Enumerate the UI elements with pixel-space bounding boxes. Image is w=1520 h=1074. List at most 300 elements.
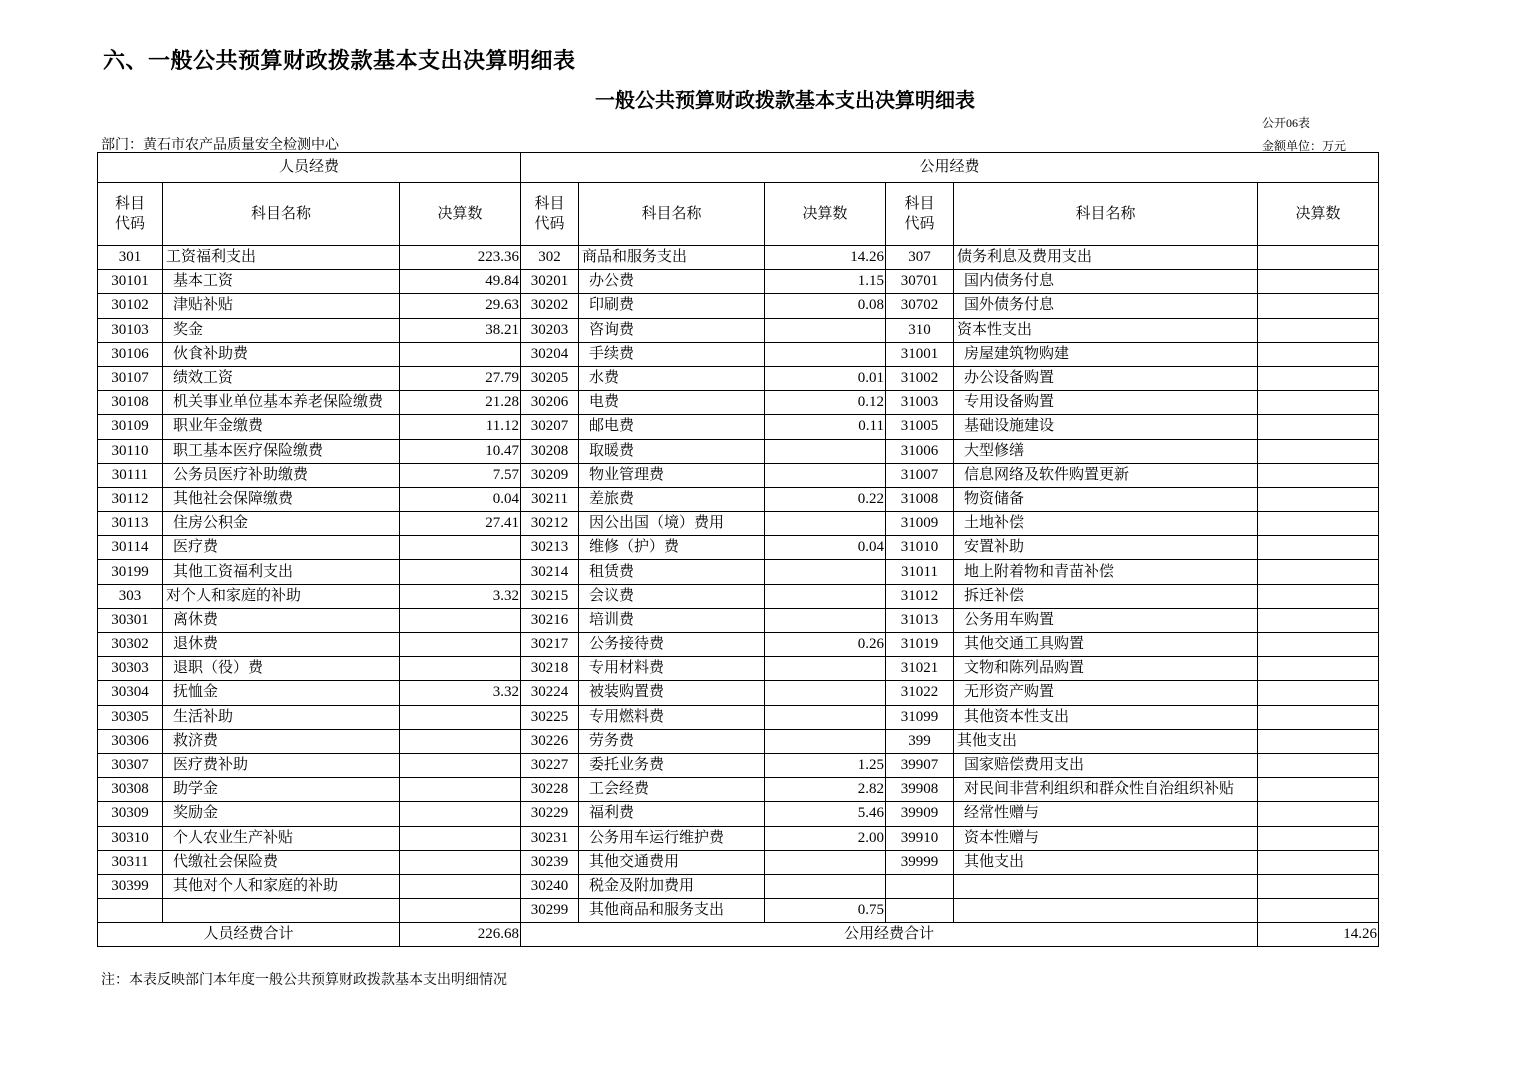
code-cell: 31021 bbox=[886, 657, 954, 681]
amount-cell bbox=[400, 874, 521, 898]
code-cell: 31003 bbox=[886, 391, 954, 415]
amount-cell bbox=[400, 536, 521, 560]
amount-cell: 0.75 bbox=[765, 899, 886, 923]
name-cell: 奖金 bbox=[163, 318, 400, 342]
header-name: 科目名称 bbox=[579, 183, 765, 246]
amount-cell: 10.47 bbox=[400, 439, 521, 463]
table-row bbox=[98, 657, 1379, 681]
amount-cell bbox=[1258, 681, 1379, 705]
amount-cell: 5.46 bbox=[765, 802, 886, 826]
code-cell: 31010 bbox=[886, 536, 954, 560]
name-cell: 其他商品和服务支出 bbox=[579, 899, 765, 923]
name-cell: 医疗费补助 bbox=[163, 753, 400, 777]
name-cell: 资本性赠与 bbox=[954, 826, 1258, 850]
code-cell: 30224 bbox=[521, 681, 579, 705]
table-row bbox=[98, 294, 1379, 318]
code-cell: 30112 bbox=[98, 487, 163, 511]
header-amount: 决算数 bbox=[765, 183, 886, 246]
public-total-label: 公用经费合计 bbox=[521, 923, 1258, 947]
amount-cell bbox=[765, 657, 886, 681]
department-label: 部门：黄石市农产品质量安全检测中心 bbox=[101, 138, 339, 153]
table-row bbox=[98, 899, 1379, 923]
code-cell: 30199 bbox=[98, 560, 163, 584]
expenditure-table bbox=[97, 152, 1379, 947]
code-cell: 30101 bbox=[98, 270, 163, 294]
amount-cell bbox=[765, 342, 886, 366]
name-cell: 绩效工资 bbox=[163, 366, 400, 390]
code-cell: 30204 bbox=[521, 342, 579, 366]
code-cell: 31012 bbox=[886, 584, 954, 608]
code-cell: 30103 bbox=[98, 318, 163, 342]
amount-cell bbox=[1258, 584, 1379, 608]
code-cell: 31022 bbox=[886, 681, 954, 705]
name-cell: 差旅费 bbox=[579, 487, 765, 511]
table-row bbox=[98, 584, 1379, 608]
code-cell: 30701 bbox=[886, 270, 954, 294]
amount-cell: 3.32 bbox=[400, 681, 521, 705]
amount-cell: 27.79 bbox=[400, 366, 521, 390]
table-row bbox=[98, 318, 1379, 342]
section-public: 公用经费 bbox=[521, 153, 1379, 183]
name-cell: 劳务费 bbox=[579, 729, 765, 753]
table-row bbox=[98, 705, 1379, 729]
amount-cell: 0.11 bbox=[765, 415, 886, 439]
name-cell bbox=[954, 899, 1258, 923]
code-cell: 30299 bbox=[521, 899, 579, 923]
code-cell: 30227 bbox=[521, 753, 579, 777]
name-cell bbox=[954, 874, 1258, 898]
name-cell: 国家赔偿费用支出 bbox=[954, 753, 1258, 777]
header-amount: 决算数 bbox=[1258, 183, 1379, 246]
code-cell: 30303 bbox=[98, 657, 163, 681]
code-cell: 31009 bbox=[886, 512, 954, 536]
table-row bbox=[98, 802, 1379, 826]
name-cell: 物资储备 bbox=[954, 487, 1258, 511]
amount-cell bbox=[400, 657, 521, 681]
code-cell: 39910 bbox=[886, 826, 954, 850]
name-cell: 会议费 bbox=[579, 584, 765, 608]
code-cell: 39908 bbox=[886, 778, 954, 802]
name-cell: 拆迁补偿 bbox=[954, 584, 1258, 608]
amount-cell bbox=[1258, 850, 1379, 874]
name-cell: 培训费 bbox=[579, 608, 765, 632]
name-cell: 税金及附加费用 bbox=[579, 874, 765, 898]
name-cell: 文物和陈列品购置 bbox=[954, 657, 1258, 681]
amount-cell: 0.26 bbox=[765, 633, 886, 657]
name-cell: 其他支出 bbox=[954, 850, 1258, 874]
code-cell: 30305 bbox=[98, 705, 163, 729]
code-cell: 301 bbox=[98, 246, 163, 270]
amount-cell bbox=[765, 463, 886, 487]
name-cell: 租赁费 bbox=[579, 560, 765, 584]
amount-cell: 21.28 bbox=[400, 391, 521, 415]
name-cell: 房屋建筑物购建 bbox=[954, 342, 1258, 366]
section-personnel: 人员经费 bbox=[98, 153, 521, 183]
name-cell: 个人农业生产补贴 bbox=[163, 826, 400, 850]
code-cell: 31008 bbox=[886, 487, 954, 511]
amount-cell bbox=[400, 560, 521, 584]
table-row bbox=[98, 487, 1379, 511]
table-row bbox=[98, 391, 1379, 415]
amount-cell: 0.12 bbox=[765, 391, 886, 415]
page-heading: 六、一般公共预算财政拨款基本支出决算明细表 bbox=[103, 49, 576, 74]
amount-cell: 27.41 bbox=[400, 512, 521, 536]
table-row bbox=[98, 463, 1379, 487]
name-cell: 专用燃料费 bbox=[579, 705, 765, 729]
amount-cell bbox=[1258, 463, 1379, 487]
code-cell: 30106 bbox=[98, 342, 163, 366]
name-cell: 生活补助 bbox=[163, 705, 400, 729]
personnel-total-value: 226.68 bbox=[400, 923, 521, 947]
table-row bbox=[98, 246, 1379, 270]
name-cell: 助学金 bbox=[163, 778, 400, 802]
code-cell: 30311 bbox=[98, 850, 163, 874]
name-cell: 资本性支出 bbox=[954, 318, 1258, 342]
amount-cell bbox=[400, 705, 521, 729]
code-cell: 31013 bbox=[886, 608, 954, 632]
name-cell: 公务用车运行维护费 bbox=[579, 826, 765, 850]
name-cell: 被装购置费 bbox=[579, 681, 765, 705]
code-cell: 31006 bbox=[886, 439, 954, 463]
table-title: 一般公共预算财政拨款基本支出决算明细表 bbox=[595, 88, 975, 112]
amount-cell bbox=[1258, 512, 1379, 536]
code-cell: 30102 bbox=[98, 294, 163, 318]
amount-cell: 0.08 bbox=[765, 294, 886, 318]
code-cell: 39999 bbox=[886, 850, 954, 874]
name-cell: 地上附着物和青苗补偿 bbox=[954, 560, 1258, 584]
name-cell: 其他工资福利支出 bbox=[163, 560, 400, 584]
amount-cell: 0.22 bbox=[765, 487, 886, 511]
code-cell bbox=[98, 899, 163, 923]
table-row bbox=[98, 536, 1379, 560]
code-cell: 30113 bbox=[98, 512, 163, 536]
name-cell: 福利费 bbox=[579, 802, 765, 826]
code-cell: 30217 bbox=[521, 633, 579, 657]
name-cell: 国内债务付息 bbox=[954, 270, 1258, 294]
code-cell: 399 bbox=[886, 729, 954, 753]
name-cell: 基础设施建设 bbox=[954, 415, 1258, 439]
amount-cell bbox=[1258, 366, 1379, 390]
amount-cell bbox=[1258, 536, 1379, 560]
code-cell: 30108 bbox=[98, 391, 163, 415]
public-total-value: 14.26 bbox=[1258, 923, 1379, 947]
amount-cell bbox=[1258, 753, 1379, 777]
amount-cell bbox=[400, 753, 521, 777]
amount-cell bbox=[1258, 633, 1379, 657]
footnote: 注：本表反映部门本年度一般公共预算财政拨款基本支出明细情况 bbox=[101, 973, 507, 988]
table-row bbox=[98, 826, 1379, 850]
code-cell: 30228 bbox=[521, 778, 579, 802]
amount-cell: 2.00 bbox=[765, 826, 886, 850]
name-cell: 医疗费 bbox=[163, 536, 400, 560]
code-cell: 30218 bbox=[521, 657, 579, 681]
amount-cell bbox=[400, 778, 521, 802]
name-cell: 退职（役）费 bbox=[163, 657, 400, 681]
amount-cell bbox=[765, 850, 886, 874]
header-code: 科目 代码 bbox=[886, 183, 954, 246]
code-cell: 30229 bbox=[521, 802, 579, 826]
code-cell: 31001 bbox=[886, 342, 954, 366]
code-cell: 30702 bbox=[886, 294, 954, 318]
code-cell: 30214 bbox=[521, 560, 579, 584]
table-row bbox=[98, 512, 1379, 536]
name-cell: 大型修缮 bbox=[954, 439, 1258, 463]
code-cell: 30111 bbox=[98, 463, 163, 487]
amount-cell bbox=[400, 608, 521, 632]
code-cell: 30216 bbox=[521, 608, 579, 632]
amount-cell bbox=[1258, 802, 1379, 826]
code-cell: 30205 bbox=[521, 366, 579, 390]
amount-cell bbox=[1258, 729, 1379, 753]
code-cell: 30109 bbox=[98, 415, 163, 439]
table-row bbox=[98, 681, 1379, 705]
amount-cell: 29.63 bbox=[400, 294, 521, 318]
amount-cell: 14.26 bbox=[765, 246, 886, 270]
code-cell: 39907 bbox=[886, 753, 954, 777]
amount-cell bbox=[1258, 270, 1379, 294]
name-cell: 邮电费 bbox=[579, 415, 765, 439]
code-cell: 30209 bbox=[521, 463, 579, 487]
code-cell: 30202 bbox=[521, 294, 579, 318]
code-cell: 31099 bbox=[886, 705, 954, 729]
code-cell: 30207 bbox=[521, 415, 579, 439]
header-name: 科目名称 bbox=[163, 183, 400, 246]
name-cell: 其他交通工具购置 bbox=[954, 633, 1258, 657]
name-cell: 对民间非营利组织和群众性自治组织补贴 bbox=[954, 778, 1258, 802]
amount-cell bbox=[765, 705, 886, 729]
name-cell: 公务用车购置 bbox=[954, 608, 1258, 632]
amount-cell bbox=[1258, 415, 1379, 439]
name-cell: 专用材料费 bbox=[579, 657, 765, 681]
amount-cell bbox=[1258, 874, 1379, 898]
amount-cell bbox=[400, 850, 521, 874]
amount-cell: 2.82 bbox=[765, 778, 886, 802]
amount-cell bbox=[1258, 560, 1379, 584]
code-cell: 30302 bbox=[98, 633, 163, 657]
name-cell: 救济费 bbox=[163, 729, 400, 753]
amount-cell bbox=[400, 342, 521, 366]
header-code: 科目 代码 bbox=[98, 183, 163, 246]
code-cell: 30309 bbox=[98, 802, 163, 826]
name-cell: 对个人和家庭的补助 bbox=[163, 584, 400, 608]
code-cell: 30231 bbox=[521, 826, 579, 850]
amount-cell: 3.32 bbox=[400, 584, 521, 608]
amount-cell bbox=[1258, 246, 1379, 270]
name-cell: 国外债务付息 bbox=[954, 294, 1258, 318]
amount-cell bbox=[1258, 342, 1379, 366]
code-cell: 30240 bbox=[521, 874, 579, 898]
name-cell: 其他社会保障缴费 bbox=[163, 487, 400, 511]
name-cell: 取暖费 bbox=[579, 439, 765, 463]
name-cell: 办公费 bbox=[579, 270, 765, 294]
amount-cell: 7.57 bbox=[400, 463, 521, 487]
table-row bbox=[98, 439, 1379, 463]
amount-cell bbox=[765, 584, 886, 608]
code-cell: 31007 bbox=[886, 463, 954, 487]
header-name: 科目名称 bbox=[954, 183, 1258, 246]
name-cell: 其他支出 bbox=[954, 729, 1258, 753]
form-number: 公开06表 bbox=[1262, 116, 1311, 130]
code-cell: 30306 bbox=[98, 729, 163, 753]
amount-cell bbox=[1258, 778, 1379, 802]
amount-cell: 1.15 bbox=[765, 270, 886, 294]
name-cell: 津贴补贴 bbox=[163, 294, 400, 318]
name-cell: 委托业务费 bbox=[579, 753, 765, 777]
code-cell: 30114 bbox=[98, 536, 163, 560]
name-cell: 其他对个人和家庭的补助 bbox=[163, 874, 400, 898]
name-cell: 维修（护）费 bbox=[579, 536, 765, 560]
code-cell: 30215 bbox=[521, 584, 579, 608]
code-cell: 30308 bbox=[98, 778, 163, 802]
amount-cell bbox=[1258, 608, 1379, 632]
name-cell: 信息网络及软件购置更新 bbox=[954, 463, 1258, 487]
name-cell: 公务接待费 bbox=[579, 633, 765, 657]
code-cell: 39909 bbox=[886, 802, 954, 826]
amount-cell bbox=[1258, 657, 1379, 681]
code-cell: 31019 bbox=[886, 633, 954, 657]
amount-cell: 49.84 bbox=[400, 270, 521, 294]
amount-cell bbox=[400, 729, 521, 753]
amount-cell bbox=[1258, 487, 1379, 511]
table-row bbox=[98, 366, 1379, 390]
code-cell: 30203 bbox=[521, 318, 579, 342]
name-cell: 经常性赠与 bbox=[954, 802, 1258, 826]
code-cell: 30206 bbox=[521, 391, 579, 415]
table-row bbox=[98, 633, 1379, 657]
code-cell: 30212 bbox=[521, 512, 579, 536]
header-code: 科目 代码 bbox=[521, 183, 579, 246]
amount-cell bbox=[400, 802, 521, 826]
code-cell: 30239 bbox=[521, 850, 579, 874]
amount-cell bbox=[400, 899, 521, 923]
name-cell: 手续费 bbox=[579, 342, 765, 366]
name-cell: 工会经费 bbox=[579, 778, 765, 802]
code-cell: 30211 bbox=[521, 487, 579, 511]
table-row bbox=[98, 874, 1379, 898]
amount-cell bbox=[400, 826, 521, 850]
amount-cell bbox=[1258, 318, 1379, 342]
amount-cell: 0.01 bbox=[765, 366, 886, 390]
amount-cell bbox=[765, 512, 886, 536]
name-cell: 专用设备购置 bbox=[954, 391, 1258, 415]
name-cell: 伙食补助费 bbox=[163, 342, 400, 366]
name-cell bbox=[163, 899, 400, 923]
code-cell: 30301 bbox=[98, 608, 163, 632]
name-cell: 工资福利支出 bbox=[163, 246, 400, 270]
table-row bbox=[98, 850, 1379, 874]
table-row bbox=[98, 753, 1379, 777]
name-cell: 代缴社会保险费 bbox=[163, 850, 400, 874]
code-cell: 31011 bbox=[886, 560, 954, 584]
name-cell: 职工基本医疗保险缴费 bbox=[163, 439, 400, 463]
name-cell: 抚恤金 bbox=[163, 681, 400, 705]
name-cell: 其他交通费用 bbox=[579, 850, 765, 874]
amount-cell bbox=[1258, 391, 1379, 415]
amount-cell bbox=[400, 633, 521, 657]
table-row bbox=[98, 415, 1379, 439]
amount-cell bbox=[765, 681, 886, 705]
amount-cell bbox=[765, 874, 886, 898]
code-cell: 303 bbox=[98, 584, 163, 608]
code-cell: 30201 bbox=[521, 270, 579, 294]
name-cell: 奖励金 bbox=[163, 802, 400, 826]
code-cell: 30208 bbox=[521, 439, 579, 463]
name-cell: 印刷费 bbox=[579, 294, 765, 318]
name-cell: 土地补偿 bbox=[954, 512, 1258, 536]
code-cell: 30304 bbox=[98, 681, 163, 705]
code-cell: 30310 bbox=[98, 826, 163, 850]
code-cell: 30225 bbox=[521, 705, 579, 729]
name-cell: 机关事业单位基本养老保险缴费 bbox=[163, 391, 400, 415]
name-cell: 无形资产购置 bbox=[954, 681, 1258, 705]
code-cell: 30110 bbox=[98, 439, 163, 463]
table-row bbox=[98, 729, 1379, 753]
amount-cell bbox=[765, 729, 886, 753]
code-cell: 30107 bbox=[98, 366, 163, 390]
name-cell: 离休费 bbox=[163, 608, 400, 632]
amount-cell bbox=[1258, 294, 1379, 318]
amount-cell bbox=[1258, 899, 1379, 923]
personnel-total-label: 人员经费合计 bbox=[98, 923, 400, 947]
table-row bbox=[98, 342, 1379, 366]
code-cell bbox=[886, 899, 954, 923]
name-cell: 债务利息及费用支出 bbox=[954, 246, 1258, 270]
amount-cell bbox=[1258, 826, 1379, 850]
code-cell: 307 bbox=[886, 246, 954, 270]
amount-cell: 38.21 bbox=[400, 318, 521, 342]
name-cell: 公务员医疗补助缴费 bbox=[163, 463, 400, 487]
table-row bbox=[98, 270, 1379, 294]
amount-cell bbox=[1258, 439, 1379, 463]
name-cell: 基本工资 bbox=[163, 270, 400, 294]
amount-cell bbox=[1258, 705, 1379, 729]
code-cell: 31002 bbox=[886, 366, 954, 390]
code-cell bbox=[886, 874, 954, 898]
amount-cell: 0.04 bbox=[400, 487, 521, 511]
amount-cell: 11.12 bbox=[400, 415, 521, 439]
code-cell: 310 bbox=[886, 318, 954, 342]
table-row bbox=[98, 778, 1379, 802]
table-row bbox=[98, 608, 1379, 632]
code-cell: 30399 bbox=[98, 874, 163, 898]
code-cell: 302 bbox=[521, 246, 579, 270]
name-cell: 商品和服务支出 bbox=[579, 246, 765, 270]
name-cell: 咨询费 bbox=[579, 318, 765, 342]
header-amount: 决算数 bbox=[400, 183, 521, 246]
name-cell: 办公设备购置 bbox=[954, 366, 1258, 390]
name-cell: 电费 bbox=[579, 391, 765, 415]
code-cell: 30226 bbox=[521, 729, 579, 753]
amount-cell bbox=[765, 560, 886, 584]
name-cell: 其他资本性支出 bbox=[954, 705, 1258, 729]
name-cell: 水费 bbox=[579, 366, 765, 390]
code-cell: 31005 bbox=[886, 415, 954, 439]
name-cell: 退休费 bbox=[163, 633, 400, 657]
unit-label: 金额单位：万元 bbox=[1262, 139, 1347, 153]
name-cell: 安置补助 bbox=[954, 536, 1258, 560]
code-cell: 30307 bbox=[98, 753, 163, 777]
amount-cell bbox=[765, 439, 886, 463]
code-cell: 30213 bbox=[521, 536, 579, 560]
amount-cell: 223.36 bbox=[400, 246, 521, 270]
amount-cell bbox=[765, 608, 886, 632]
amount-cell: 1.25 bbox=[765, 753, 886, 777]
table-row bbox=[98, 560, 1379, 584]
name-cell: 职业年金缴费 bbox=[163, 415, 400, 439]
name-cell: 因公出国（境）费用 bbox=[579, 512, 765, 536]
amount-cell bbox=[765, 318, 886, 342]
amount-cell: 0.04 bbox=[765, 536, 886, 560]
